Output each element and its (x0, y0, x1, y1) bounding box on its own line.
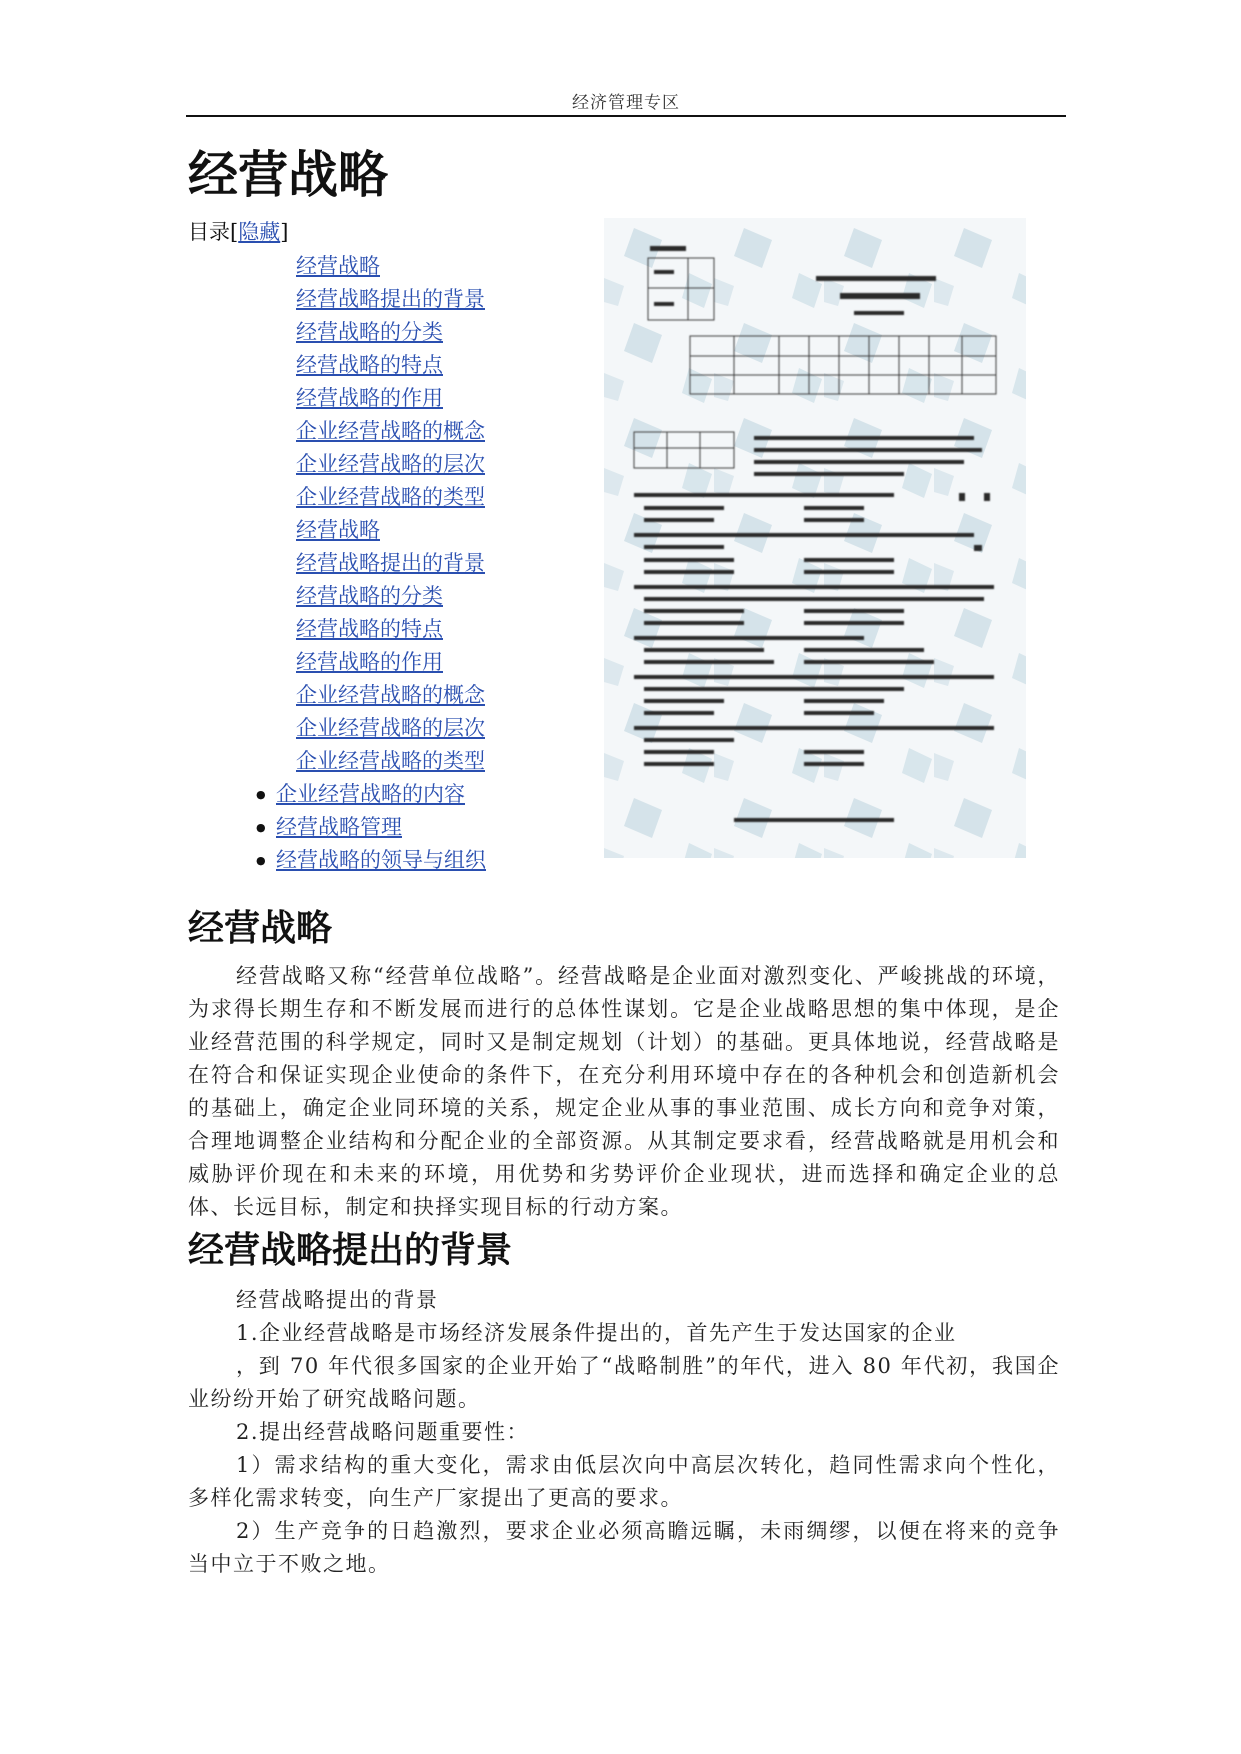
toc-link[interactable]: 经营战略 (296, 518, 380, 542)
toc-item (296, 514, 608, 547)
toc-link[interactable]: 经营战略提出的背景 (296, 551, 485, 575)
toc-link[interactable]: 企业经营战略的类型 (296, 485, 485, 509)
toc-link[interactable]: 经营战略的分类 (296, 584, 443, 608)
exam-paper-image (604, 218, 1026, 858)
toc-label: 目录 (188, 220, 230, 244)
page-title: 经营战略 (188, 146, 388, 204)
toc-header (188, 220, 608, 250)
toc-item (296, 481, 608, 514)
section-line: 经营战略提出的背景 (236, 1288, 439, 1312)
section-line: 2.提出经营战略问题重要性： (236, 1420, 530, 1444)
toc-link[interactable]: 经营战略 (296, 254, 380, 278)
section-line: ，到 70 年代很多国家的企业开始了“战略制胜”的年代，进入 80 年代初，我国企业纷纷开始了研究战略问题。 (188, 1354, 1060, 1411)
toc-item (296, 712, 608, 745)
toc-bullet-link[interactable]: 经营战略管理 (276, 815, 402, 839)
toc-link[interactable]: 企业经营战略的层次 (296, 452, 485, 476)
toc-link[interactable]: 经营战略的作用 (296, 386, 443, 410)
toc-bullet-item (276, 811, 608, 844)
section-line: 1）需求结构的重大变化，需求由低层次向中高层次转化，趋同性需求向个性化，多样化需求转变，向生产厂家提出了更高的要求。 (188, 1453, 1060, 1510)
toc-close-bracket: ] (280, 220, 289, 244)
section-heading: 经营战略 (188, 908, 333, 949)
toc-item (296, 580, 608, 613)
toc-item (296, 547, 608, 580)
toc-item (296, 316, 608, 349)
toc-item (296, 250, 608, 283)
toc-bullet-item (276, 778, 608, 811)
toc-item (296, 745, 608, 778)
toc-bullet-link[interactable]: 经营战略的领导与组织 (276, 848, 486, 872)
toc-link[interactable]: 经营战略的特点 (296, 617, 443, 641)
toc-item (296, 646, 608, 679)
toc-bullet-item (276, 844, 608, 877)
section-heading: 经营战略提出的背景 (188, 1230, 513, 1271)
toc-item (296, 283, 608, 316)
toc-item (296, 679, 608, 712)
toc-link[interactable]: 企业经营战略的类型 (296, 749, 485, 773)
toc-link[interactable]: 企业经营战略的层次 (296, 716, 485, 740)
toc-bullet-link[interactable]: 企业经营战略的内容 (276, 782, 465, 806)
toc-item (296, 415, 608, 448)
toc-item (296, 613, 608, 646)
toc-link[interactable]: 企业经营战略的概念 (296, 683, 485, 707)
toc-hide-link[interactable]: 隐藏 (238, 220, 281, 244)
toc-item (296, 448, 608, 481)
section-paragraph: 经营战略又称“经营单位战略”。经营战略是企业面对激烈变化、严峻挑战的环境，为求得长期生存和不断发展而进行的总体性谋划。它是企业战略思想的集中体现，是企业经营范围的科学规定，同时又是制定规划（计划）的基础。更具体地说，经营战略是在符合和保证实现企业使命的条件下，在充分利用环境中存在的各种机会和创造新机会的基础上，确定企业同环境的关系，规定企业从事的事业范围、成长方向和竞争对策，合理地调整企业结构和分配企业的全部资源。从其制定要求看，经营战略就是用机会和威胁评价现在和未来的环境，用优势和劣势评价企业现状，进而选择和确定企业的总体、长远目标，制定和抉择实现目标的行动方案。 (188, 964, 1060, 1219)
toc-link[interactable]: 经营战略提出的背景 (296, 287, 485, 311)
page-header: 经济管理专区 (572, 93, 680, 113)
toc-open-bracket: [ (230, 220, 239, 244)
toc-item (296, 349, 608, 382)
table-of-contents (188, 220, 608, 877)
toc-bullet-list (188, 778, 608, 877)
toc-item (296, 382, 608, 415)
section-line: 1.企业经营战略是市场经济发展条件提出的，首先产生于发达国家的企业 (236, 1321, 957, 1345)
toc-link[interactable]: 经营战略的作用 (296, 650, 443, 674)
toc-link[interactable]: 经营战略的特点 (296, 353, 443, 377)
toc-list (188, 250, 608, 778)
section-line: 2）生产竞争的日趋激烈，要求企业必须高瞻远瞩，未雨绸缪，以便在将来的竞争当中立于不败之地。 (188, 1519, 1060, 1576)
toc-link[interactable]: 企业经营战略的概念 (296, 419, 485, 443)
toc-link[interactable]: 经营战略的分类 (296, 320, 443, 344)
header-rule (186, 115, 1066, 117)
